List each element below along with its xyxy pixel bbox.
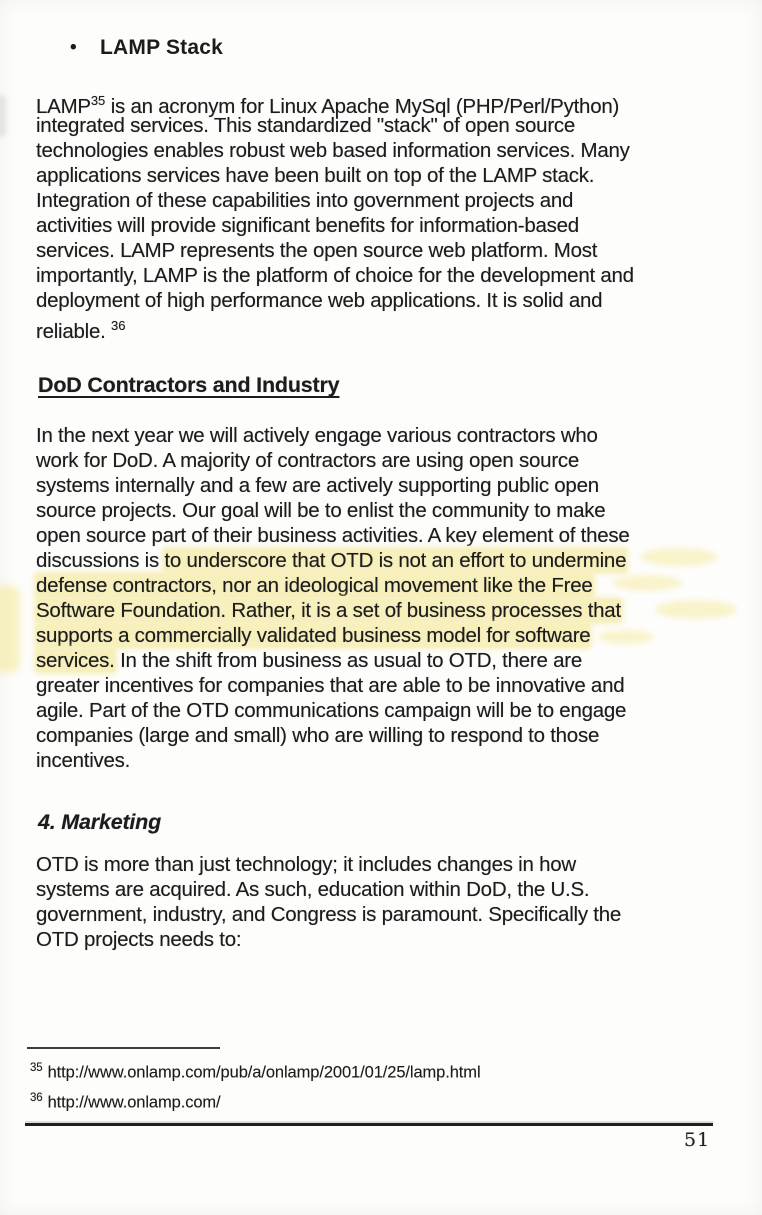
text-segment: discussions is (36, 549, 165, 572)
text-line (36, 623, 630, 648)
text-segment: In the shift from business as usual to OTD, there are (114, 649, 582, 672)
footnote-url: http://www.onlamp.com/ (47, 1093, 221, 1112)
text-segment: In the next year we will actively engage various contractors who (36, 424, 598, 447)
text-line (36, 163, 634, 188)
text-line (36, 548, 630, 573)
footnote-36 (30, 1092, 221, 1113)
text-line (36, 238, 634, 263)
footnote-marker: 35 (30, 1062, 43, 1074)
text-segment: activities will provide significant benefits for information-based (36, 214, 579, 237)
text-line (36, 288, 634, 313)
text-line (36, 648, 630, 673)
text-segment: technologies enables robust web based information services. Many (36, 139, 630, 162)
text-segment: OTD is more than just technology; it includes changes in how (36, 853, 576, 876)
text-line (36, 748, 630, 773)
page-footer-rule (25, 1123, 713, 1126)
bullet-marker: • (70, 37, 77, 58)
footnote-35 (30, 1062, 481, 1083)
highlighted-text: to underscore that OTD is not an effort to undermine (164, 549, 627, 572)
footnote-marker: 36 (30, 1092, 43, 1104)
text-line (36, 213, 634, 238)
text-segment: source projects. Our goal will be to enlist the community to make (36, 499, 606, 522)
text-line (36, 473, 630, 498)
highlighted-text: supports a commercially validated business model for software (36, 624, 591, 647)
page-number: 51 (684, 1129, 711, 1151)
bullet-item-label: LAMP Stack (100, 36, 223, 59)
text-segment: work for DoD. A majority of contractors are using open source (36, 449, 580, 472)
text-line (36, 877, 621, 902)
highlighter-smudge (640, 548, 718, 566)
scan-artifact (0, 95, 6, 137)
highlighted-text: Software Foundation. Rather, it is a set of business processes that (36, 599, 621, 622)
text-line (36, 698, 630, 723)
footnote-separator-rule (27, 1047, 220, 1049)
text-line (36, 598, 630, 623)
section-heading-marketing: 4. Marketing (38, 810, 162, 834)
highlighted-text: defense contractors, nor an ideological movement like the Free (36, 574, 593, 597)
text-line (36, 448, 630, 473)
text-line (36, 138, 634, 163)
text-line (36, 852, 621, 877)
text-segment: open source part of their business activities. A key element of these (36, 524, 630, 547)
text-line (36, 523, 630, 548)
text-segment: Integration of these capabilities into government projects and (36, 189, 574, 212)
text-segment: reliable. (36, 319, 111, 343)
text-segment: LAMP (36, 94, 91, 118)
text-line (36, 88, 634, 118)
paragraph-contractors (36, 423, 630, 773)
text-line (36, 902, 621, 927)
text-segment: importantly, LAMP is the platform of choice for the development and (36, 264, 634, 287)
text-segment: deployment of high performance web applications. It is solid and (36, 289, 603, 312)
text-line (36, 927, 621, 952)
highlighter-smudge (655, 600, 737, 619)
text-line (36, 263, 634, 288)
bullet-list-item (70, 36, 223, 60)
text-line (36, 113, 634, 138)
text-line (36, 573, 630, 598)
text-segment: systems are acquired. As such, education within DoD, the U.S. (36, 878, 590, 901)
text-segment: companies (large and small) who are willing to respond to those (36, 724, 600, 747)
text-line (36, 188, 634, 213)
text-line (36, 673, 630, 698)
paragraph-marketing (36, 852, 621, 952)
superscript-ref: 36 (111, 318, 126, 333)
superscript-ref: 35 (90, 93, 106, 108)
text-segment: greater incentives for companies that are able to be innovative and (36, 674, 625, 697)
footnote-url: http://www.onlamp.com/pub/a/onlamp/2001/01/25/lamp.html (47, 1063, 481, 1082)
text-segment: government, industry, and Congress is paramount. Specifically the (36, 903, 622, 926)
paragraph-lamp-stack (36, 88, 634, 343)
text-line (36, 498, 630, 523)
text-segment: agile. Part of the OTD communications campaign will be to engage (36, 699, 627, 722)
text-segment: OTD projects needs to: (36, 928, 242, 951)
text-segment: incentives. (36, 749, 131, 772)
section-heading-dod-contractors: DoD Contractors and Industry (38, 373, 340, 397)
text-segment: is an acronym for Linux Apache MySql (PHP/Perl/Python) (105, 94, 620, 118)
text-segment: applications services have been built on top of the LAMP stack. (36, 164, 595, 187)
highlighted-text: services. (36, 649, 115, 672)
text-segment: systems internally and a few are actively supporting public open (36, 474, 599, 497)
text-segment: services. LAMP represents the open source web platform. Most (36, 239, 598, 262)
text-segment: integrated services. This standardized "stack" of open source (36, 114, 576, 137)
text-line (36, 423, 630, 448)
text-line (36, 723, 630, 748)
text-line (36, 313, 634, 343)
highlighter-smudge-left-margin (0, 585, 20, 673)
